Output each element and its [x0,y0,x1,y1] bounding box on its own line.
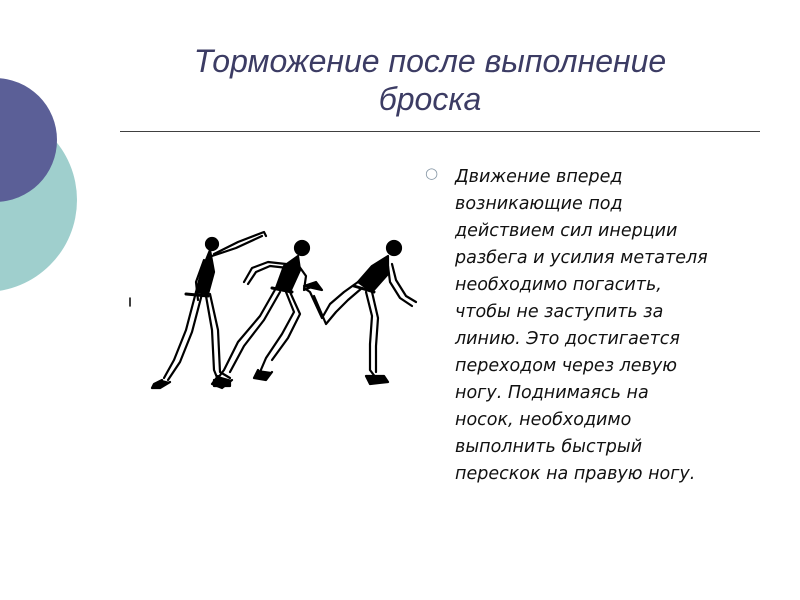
bullet-text: Движение вперед возникающие под действием сил инерции разбега и усилия метателя необходимо погасить, чтобы не заступить за линию. Это достигается переходом через левую ногу. Поднимаясь на носок, необходимо выполнить быстрый перескок на правую ногу. [455,167,708,484]
athlete-figure-1 [152,232,266,388]
athlete-figures-illustration [126,220,426,395]
athlete-figure-3 [304,241,416,384]
slide-title: Торможение после выполнение броска [193,43,667,117]
title-divider [120,131,760,132]
bullet-circle-icon: ○ [425,164,439,182]
athlete-figure-2 [212,241,314,388]
decorative-circles [0,0,120,330]
